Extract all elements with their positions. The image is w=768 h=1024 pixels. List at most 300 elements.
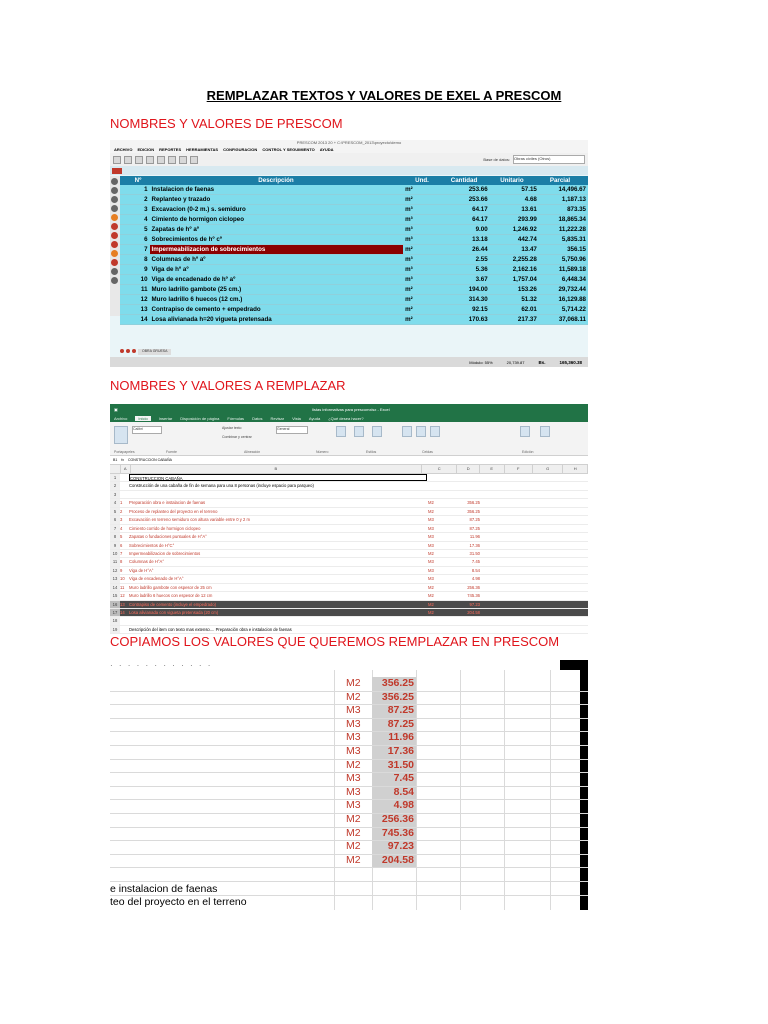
item-number[interactable]: 9: [144, 266, 148, 273]
value-cell[interactable]: 7.45: [393, 772, 414, 785]
value-cell[interactable]: 356.25: [381, 677, 414, 689]
cell-c[interactable]: M2: [428, 550, 434, 556]
item-description[interactable]: Muro ladrillo 6 huecos (12 cm.): [151, 296, 243, 303]
item-unit-price[interactable]: 2,162.16: [512, 266, 537, 273]
column-header[interactable]: D: [457, 465, 480, 473]
item-quantity[interactable]: 314.30: [468, 296, 488, 303]
prescom-menu-item[interactable]: EDICION: [137, 147, 155, 152]
item-quantity[interactable]: 253.66: [468, 186, 488, 193]
item-unit-price[interactable]: 57.15: [521, 186, 537, 193]
cut-icon[interactable]: [157, 156, 165, 164]
value-cell[interactable]: 31.50: [387, 758, 414, 771]
row-number[interactable]: 15: [110, 592, 120, 599]
prescom-menu-item[interactable]: ARCHIVO: [114, 147, 133, 152]
prescom-menu-item[interactable]: CONTROL Y SEGUIMIENTO: [262, 147, 315, 152]
col-header-parc[interactable]: Parcial: [549, 177, 571, 184]
item-partial[interactable]: 14,496.67: [558, 186, 586, 193]
item-partial[interactable]: 5,835.31: [561, 236, 586, 243]
row-number[interactable]: 4: [110, 499, 120, 506]
price-base-select[interactable]: Obras civiles (Otros): [513, 155, 585, 164]
cell-c[interactable]: M2: [428, 500, 434, 506]
cell-c[interactable]: M3: [428, 567, 434, 573]
budget-item-row[interactable]: [120, 305, 588, 315]
unit-cell[interactable]: M3: [346, 745, 361, 757]
column-header[interactable]: G: [533, 465, 563, 473]
cell-text[interactable]: e instalacion de faenas: [110, 883, 218, 895]
item-number[interactable]: 14: [140, 316, 148, 323]
col-header-desc[interactable]: Descripción: [258, 177, 294, 184]
side-tool-icon[interactable]: [111, 241, 118, 248]
conditional-format-icon[interactable]: [336, 426, 346, 437]
save-icon[interactable]: ▣: [114, 406, 118, 412]
cell-c[interactable]: [425, 626, 460, 633]
cell-c[interactable]: M2: [428, 508, 434, 514]
cell-a[interactable]: 5: [120, 534, 123, 540]
item-description[interactable]: Viga de hº aº: [151, 266, 189, 273]
value-cell[interactable]: 87.25: [387, 704, 414, 717]
cell-b[interactable]: Zapatas o fundaciones puntuales de H°A°: [129, 534, 207, 540]
item-number[interactable]: 8: [144, 256, 148, 263]
cell-a[interactable]: [120, 474, 129, 481]
cell-b[interactable]: Columnas de H°A°: [129, 559, 165, 565]
row-number[interactable]: 3: [110, 491, 120, 498]
budget-item-row[interactable]: [120, 235, 588, 245]
item-partial[interactable]: 356.15: [567, 246, 586, 253]
cell-d[interactable]: [460, 626, 482, 633]
function-icon[interactable]: fx: [121, 458, 125, 462]
open-folder-icon[interactable]: [124, 156, 132, 164]
side-tool-icon[interactable]: [111, 250, 118, 257]
row-number[interactable]: 8: [110, 533, 120, 540]
item-partial[interactable]: 11,222.28: [558, 226, 586, 233]
cell-a[interactable]: 10: [120, 576, 125, 582]
row-number[interactable]: 2: [110, 482, 120, 489]
unit-cell[interactable]: M3: [346, 785, 361, 798]
cell-styles-icon[interactable]: [372, 426, 382, 437]
ribbon-tab[interactable]: Fórmulas: [227, 415, 245, 421]
item-number[interactable]: 3: [144, 206, 148, 213]
col-header-unit[interactable]: Unitario: [500, 177, 524, 184]
row-number[interactable]: 14: [110, 584, 120, 591]
format-cells-icon[interactable]: [430, 426, 440, 437]
cell-b[interactable]: Descripción del item con texto mas extenso.... Preparación obra e instalacion de faenas: [129, 626, 292, 632]
col-header-und[interactable]: Und.: [415, 177, 429, 184]
row-number[interactable]: 10: [110, 550, 120, 557]
insert-cells-icon[interactable]: [402, 426, 412, 437]
item-unit-price[interactable]: 442.74: [517, 236, 537, 243]
ribbon-tab[interactable]: ¿Qué desea hacer?: [328, 415, 364, 421]
cell-a[interactable]: 1: [120, 500, 123, 506]
side-tool-icon[interactable]: [111, 223, 118, 230]
budget-item-row[interactable]: [120, 265, 588, 275]
sort-filter-icon[interactable]: [520, 426, 530, 437]
ribbon-tab[interactable]: Ayuda: [308, 415, 321, 421]
cell-b[interactable]: [129, 617, 425, 624]
cell-b[interactable]: Impermeabilizacion de sobrecimientos: [129, 550, 201, 556]
value-cell[interactable]: 356.25: [381, 690, 414, 703]
item-unit-price[interactable]: 13.47: [521, 246, 537, 253]
item-unit-price[interactable]: 2,255.28: [512, 256, 537, 263]
item-unit-price[interactable]: 1,757.04: [512, 276, 537, 283]
cell-a[interactable]: 8: [120, 559, 123, 565]
column-header[interactable]: F: [505, 465, 533, 473]
item-unit[interactable]: m³: [405, 256, 413, 263]
cell-a[interactable]: 2: [120, 508, 123, 514]
row-number[interactable]: 11: [110, 558, 120, 565]
unit-cell[interactable]: M3: [346, 731, 361, 744]
item-description[interactable]: Instalacion de faenas: [151, 186, 215, 193]
cell-d[interactable]: [460, 491, 482, 498]
cell-d[interactable]: 4.98: [471, 576, 480, 582]
cell-a[interactable]: 6: [120, 542, 123, 548]
item-description[interactable]: Viga de encadenado de hº aº: [151, 276, 236, 283]
item-number[interactable]: 2: [144, 196, 148, 203]
budget-item-row[interactable]: [120, 285, 588, 295]
row-number[interactable]: 13: [110, 575, 120, 582]
unit-cell[interactable]: M2: [346, 758, 361, 771]
item-description[interactable]: Muro ladrillo gambote (25 cm.): [151, 286, 242, 293]
tab-obra-gruesa[interactable]: OBRA GRUESA: [138, 349, 171, 355]
cell-c[interactable]: M2: [428, 601, 434, 607]
row-number[interactable]: 5: [110, 508, 120, 515]
ribbon-tab[interactable]: Datos: [252, 415, 263, 421]
cell-b[interactable]: CONSTRUCCION CABAÑA: [129, 474, 427, 481]
item-quantity[interactable]: 2.55: [475, 256, 488, 263]
nav-first-icon[interactable]: [120, 349, 124, 353]
item-quantity[interactable]: 3.67: [475, 276, 488, 283]
cell-b[interactable]: Preparación obra e instalacion de faenas: [129, 500, 206, 506]
item-unit[interactable]: m³: [405, 206, 413, 213]
budget-item-row[interactable]: [120, 245, 588, 255]
cell-c[interactable]: M3: [428, 534, 434, 540]
cell-a[interactable]: 12: [120, 593, 125, 599]
item-partial[interactable]: 29,732.44: [558, 286, 586, 293]
print-icon[interactable]: [146, 156, 154, 164]
cell-b[interactable]: Viga de H°A°: [129, 567, 154, 573]
cell-b[interactable]: [129, 491, 425, 498]
budget-item-row[interactable]: [120, 275, 588, 285]
prescom-menu-item[interactable]: CONFIGURACION: [223, 147, 258, 152]
cell-a[interactable]: 7: [120, 550, 123, 556]
item-description[interactable]: Columnas de hº aº: [151, 256, 206, 263]
item-quantity[interactable]: 13.18: [472, 236, 488, 243]
item-partial[interactable]: 16,129.88: [558, 296, 586, 303]
cell-d[interactable]: [460, 617, 482, 624]
value-cell[interactable]: 8.54: [393, 785, 414, 798]
value-cell[interactable]: 256.36: [381, 813, 414, 825]
side-tool-icon[interactable]: [111, 277, 118, 284]
side-tool-icon[interactable]: [111, 205, 118, 212]
prescom-menu-item[interactable]: AYUDA: [319, 147, 334, 152]
merge-center-button[interactable]: Combinar y centrar: [222, 435, 252, 439]
col-header-num[interactable]: Nº: [134, 177, 142, 184]
item-unit[interactable]: m³: [405, 266, 413, 273]
item-number[interactable]: 12: [140, 296, 148, 303]
item-quantity[interactable]: 9.00: [475, 226, 488, 233]
cell-c[interactable]: [427, 474, 462, 481]
unit-cell[interactable]: M2: [346, 840, 361, 853]
cell-d[interactable]: 8.54: [471, 567, 480, 573]
prescom-menu-item[interactable]: REPORTES: [159, 147, 182, 152]
item-description[interactable]: Zapatas de hº aº: [151, 226, 200, 233]
cell-d[interactable]: 97.23: [469, 601, 480, 607]
budget-item-row[interactable]: [120, 295, 588, 305]
row-number[interactable]: 6: [110, 516, 120, 523]
cell-d[interactable]: [462, 474, 484, 481]
ribbon-tab[interactable]: Disposición de página: [180, 415, 220, 421]
cell-b[interactable]: Losa alivianada con vigueta pretensada (20 cm): [129, 610, 219, 615]
cell-b[interactable]: Proceso de replanteo del proyecto en el terreno: [129, 508, 218, 514]
paste-icon[interactable]: [179, 156, 187, 164]
item-description[interactable]: Replanteo y trazado: [151, 196, 211, 203]
item-number[interactable]: 10: [140, 276, 148, 283]
item-quantity[interactable]: 26.44: [472, 246, 488, 253]
item-partial[interactable]: 11,589.18: [558, 266, 586, 273]
side-tool-icon[interactable]: [111, 232, 118, 239]
cell-a[interactable]: 4: [120, 525, 123, 531]
sheet-row: [110, 567, 588, 575]
item-quantity[interactable]: 5.36: [475, 266, 488, 273]
item-unit-price[interactable]: 51.32: [521, 296, 537, 303]
item-number[interactable]: 13: [140, 306, 148, 313]
cell-d[interactable]: 356.25: [467, 508, 480, 514]
item-unit[interactable]: m²: [405, 186, 413, 193]
cell-b[interactable]: Viga de encadenado de H°A°: [129, 576, 184, 582]
side-tool-icon[interactable]: [111, 259, 118, 266]
item-partial[interactable]: 18,865.34: [558, 216, 586, 223]
row-number[interactable]: 1: [110, 474, 120, 481]
item-unit-price[interactable]: 293.99: [517, 216, 537, 223]
cell-d[interactable]: 11.96: [469, 534, 480, 540]
unit-cell[interactable]: M3: [346, 717, 361, 730]
row-number[interactable]: 7: [110, 525, 120, 532]
value-cell[interactable]: 87.25: [387, 717, 414, 730]
ribbon-tab[interactable]: Archivo: [114, 415, 128, 421]
cell-text[interactable]: teo del proyecto en el terreno: [110, 896, 247, 908]
item-description[interactable]: Sobrecimientos de hº cº: [151, 236, 223, 243]
row-number[interactable]: 18: [110, 617, 120, 624]
delete-cells-icon[interactable]: [416, 426, 426, 437]
row-number[interactable]: 12: [110, 567, 120, 574]
item-number[interactable]: 7: [144, 246, 148, 253]
item-quantity[interactable]: 170.63: [468, 316, 488, 323]
ribbon-tab[interactable]: Inicio: [135, 416, 150, 421]
item-unit-price[interactable]: 217.37: [517, 316, 537, 323]
item-partial[interactable]: 5,714.22: [561, 306, 586, 313]
item-unit-price[interactable]: 153.26: [517, 286, 537, 293]
value-cell[interactable]: 745.36: [381, 826, 414, 839]
unit-cell[interactable]: M2: [346, 690, 361, 703]
cell-a[interactable]: 11: [120, 584, 125, 590]
item-quantity[interactable]: 92.15: [472, 306, 488, 313]
item-description[interactable]: Impermeabilizacion de sobrecimientos: [150, 245, 404, 254]
cell-b[interactable]: Excavación en terreno semiduro con altura variable entre 0 y 2 m: [129, 517, 251, 523]
column-header[interactable]: A: [121, 465, 131, 473]
row-marker: [120, 255, 128, 264]
item-quantity[interactable]: 64.17: [472, 216, 488, 223]
cell-d[interactable]: 204.58: [467, 610, 480, 615]
unit-cell[interactable]: M3: [346, 772, 361, 785]
item-number[interactable]: 4: [144, 216, 148, 223]
copy-icon[interactable]: [168, 156, 176, 164]
cell-c[interactable]: M3: [428, 525, 434, 531]
paste-icon[interactable]: [114, 426, 128, 444]
format-as-table-icon[interactable]: [354, 426, 364, 437]
item-unit[interactable]: m²: [405, 246, 413, 253]
item-partial[interactable]: 873.35: [567, 206, 586, 213]
cell-b[interactable]: Cimiento corrido de hormigon ciclopeo: [129, 525, 201, 531]
cell-c[interactable]: M2: [428, 610, 434, 615]
side-tool-icon[interactable]: [111, 187, 118, 194]
name-box[interactable]: B1: [113, 458, 118, 462]
budget-item-row[interactable]: [120, 315, 588, 325]
side-tool-icon[interactable]: [111, 178, 118, 185]
item-quantity[interactable]: 253.66: [468, 196, 488, 203]
cell-a[interactable]: [120, 617, 129, 624]
cell-c[interactable]: M2: [428, 584, 434, 590]
row-number[interactable]: 9: [110, 542, 120, 549]
formula-input[interactable]: CONSTRUCCION CABAÑA: [128, 458, 172, 462]
ribbon-tab[interactable]: Insertar: [158, 415, 173, 421]
budget-item-row[interactable]: [120, 195, 588, 205]
item-description[interactable]: Losa alivianada h=20 vigueta pretensada: [151, 316, 272, 323]
side-tool-icon[interactable]: [111, 214, 118, 221]
number-format-select[interactable]: General: [276, 426, 308, 434]
item-number[interactable]: 11: [140, 286, 148, 293]
col-header-cant[interactable]: Cantidad: [450, 177, 478, 184]
cell-c[interactable]: M3: [428, 542, 434, 548]
budget-item-row[interactable]: [120, 185, 588, 195]
item-unit-price[interactable]: 4.68: [524, 196, 537, 203]
row-number[interactable]: 17: [110, 609, 120, 616]
cell-d[interactable]: 256.36: [467, 584, 480, 590]
cell-b[interactable]: Muro ladrillo 6 huecos con espesor de 12 cm: [129, 593, 213, 599]
cell-c[interactable]: [425, 491, 460, 498]
budget-item-row[interactable]: [120, 205, 588, 215]
item-unit-price[interactable]: 13.61: [521, 206, 537, 213]
item-number[interactable]: 1: [144, 186, 148, 193]
cell-c[interactable]: M3: [428, 517, 434, 523]
ribbon-tab[interactable]: Vista: [292, 415, 301, 421]
item-unit[interactable]: m³: [405, 236, 413, 243]
cell-c[interactable]: [425, 482, 460, 489]
item-unit-price[interactable]: 1,246.92: [512, 226, 537, 233]
cell-a[interactable]: [120, 626, 129, 633]
unit-cell[interactable]: M3: [346, 799, 361, 812]
value-cell[interactable]: 11.96: [388, 731, 414, 744]
find-select-icon[interactable]: [540, 426, 550, 437]
cell-d[interactable]: 31.50: [469, 550, 480, 556]
cell-b[interactable]: Sobrecimientos de H°C°: [129, 542, 175, 548]
side-tool-icon[interactable]: [111, 196, 118, 203]
budget-item-row[interactable]: [120, 225, 588, 235]
cell-d[interactable]: 17.36: [469, 542, 480, 548]
item-description[interactable]: Contrapiso de cemento + empedrado: [151, 306, 261, 313]
item-unit[interactable]: m²: [405, 286, 413, 293]
unit-cell[interactable]: M2: [346, 813, 361, 825]
item-partial[interactable]: 37,068.11: [558, 316, 586, 323]
row-number[interactable]: 16: [110, 601, 120, 608]
cell-a[interactable]: [120, 482, 129, 489]
cell-a[interactable]: [120, 491, 129, 498]
item-unit[interactable]: m³: [405, 226, 413, 233]
cell-a[interactable]: 14: [120, 610, 125, 615]
value-cell[interactable]: 4.98: [393, 799, 414, 812]
item-partial[interactable]: 1,187.13: [561, 196, 586, 203]
column-header[interactable]: E: [480, 465, 505, 473]
edit-icon[interactable]: [190, 156, 198, 164]
nav-prev-icon[interactable]: [126, 349, 130, 353]
nav-next-icon[interactable]: [132, 349, 136, 353]
cell-c[interactable]: M3: [428, 576, 434, 582]
column-header[interactable]: C: [422, 465, 457, 473]
cell-d[interactable]: 87.25: [469, 517, 480, 523]
ribbon-tab[interactable]: Revisar: [270, 415, 285, 421]
column-header[interactable]: H: [563, 465, 588, 473]
budget-item-row[interactable]: [120, 255, 588, 265]
cell-b[interactable]: Construcción de una cabaña de fin de semana para una 8 personas (incluye espacio para parqueo): [129, 483, 314, 489]
cell-a[interactable]: 9: [120, 567, 123, 573]
unit-cell[interactable]: M3: [346, 704, 361, 717]
status-total: 165,360.38: [559, 359, 582, 365]
item-unit[interactable]: m³: [405, 276, 413, 283]
item-unit[interactable]: m²: [405, 316, 413, 323]
cell-d[interactable]: 7.45: [471, 559, 480, 565]
value-cell[interactable]: 17.36: [387, 745, 414, 757]
cell-c[interactable]: [425, 617, 460, 624]
value-cell[interactable]: 97.23: [387, 840, 414, 853]
item-unit[interactable]: m²: [405, 296, 413, 303]
unit-cell[interactable]: M2: [346, 677, 361, 689]
cell-c[interactable]: M3: [428, 559, 434, 565]
item-number[interactable]: 6: [144, 236, 148, 243]
item-partial[interactable]: 6,448.34: [561, 276, 586, 283]
value-cell[interactable]: 204.58: [381, 853, 414, 866]
unit-cell[interactable]: M2: [346, 853, 361, 866]
prescom-menu-item[interactable]: HERRAMIENTAS: [186, 147, 219, 152]
cell-d[interactable]: 745.36: [467, 593, 480, 599]
item-unit[interactable]: m²: [405, 196, 413, 203]
unit-cell[interactable]: M2: [346, 826, 361, 839]
column-header[interactable]: B: [131, 465, 422, 473]
cell-d[interactable]: [460, 482, 482, 489]
cell-b[interactable]: Muro ladrillo gambote con espesor de 25 cm: [129, 584, 212, 590]
save-icon[interactable]: [135, 156, 143, 164]
cell-d[interactable]: 356.25: [467, 500, 480, 506]
cell-c[interactable]: M2: [428, 593, 434, 599]
heading-prescom: NOMBRES Y VALORES DE PRESCOM: [110, 116, 343, 131]
item-description[interactable]: Excavacion (0-2 m.) s. semiduro: [151, 206, 246, 213]
item-unit-price[interactable]: 62.01: [521, 306, 537, 313]
item-partial[interactable]: 5,750.96: [561, 256, 586, 263]
budget-item-row[interactable]: [120, 215, 588, 225]
item-quantity[interactable]: 64.17: [472, 206, 488, 213]
item-number[interactable]: 5: [144, 226, 148, 233]
item-description[interactable]: Cimiento de hormigon ciclopeo: [151, 216, 244, 223]
new-file-icon[interactable]: [113, 156, 121, 164]
font-name-select[interactable]: Calibri: [132, 426, 162, 434]
cell-d[interactable]: 87.25: [469, 525, 480, 531]
wrap-text-button[interactable]: Ajustar texto: [222, 426, 242, 430]
cell-b[interactable]: Contrapiso de cemento (incluye el empedrado): [129, 601, 217, 607]
side-tool-icon[interactable]: [111, 268, 118, 275]
item-quantity[interactable]: 194.00: [468, 286, 488, 293]
item-unit[interactable]: m³: [405, 216, 413, 223]
cell-a[interactable]: 3: [120, 517, 123, 523]
item-unit[interactable]: m²: [405, 306, 413, 313]
cell-a[interactable]: 13: [120, 601, 125, 607]
row-number[interactable]: 19: [110, 626, 120, 633]
